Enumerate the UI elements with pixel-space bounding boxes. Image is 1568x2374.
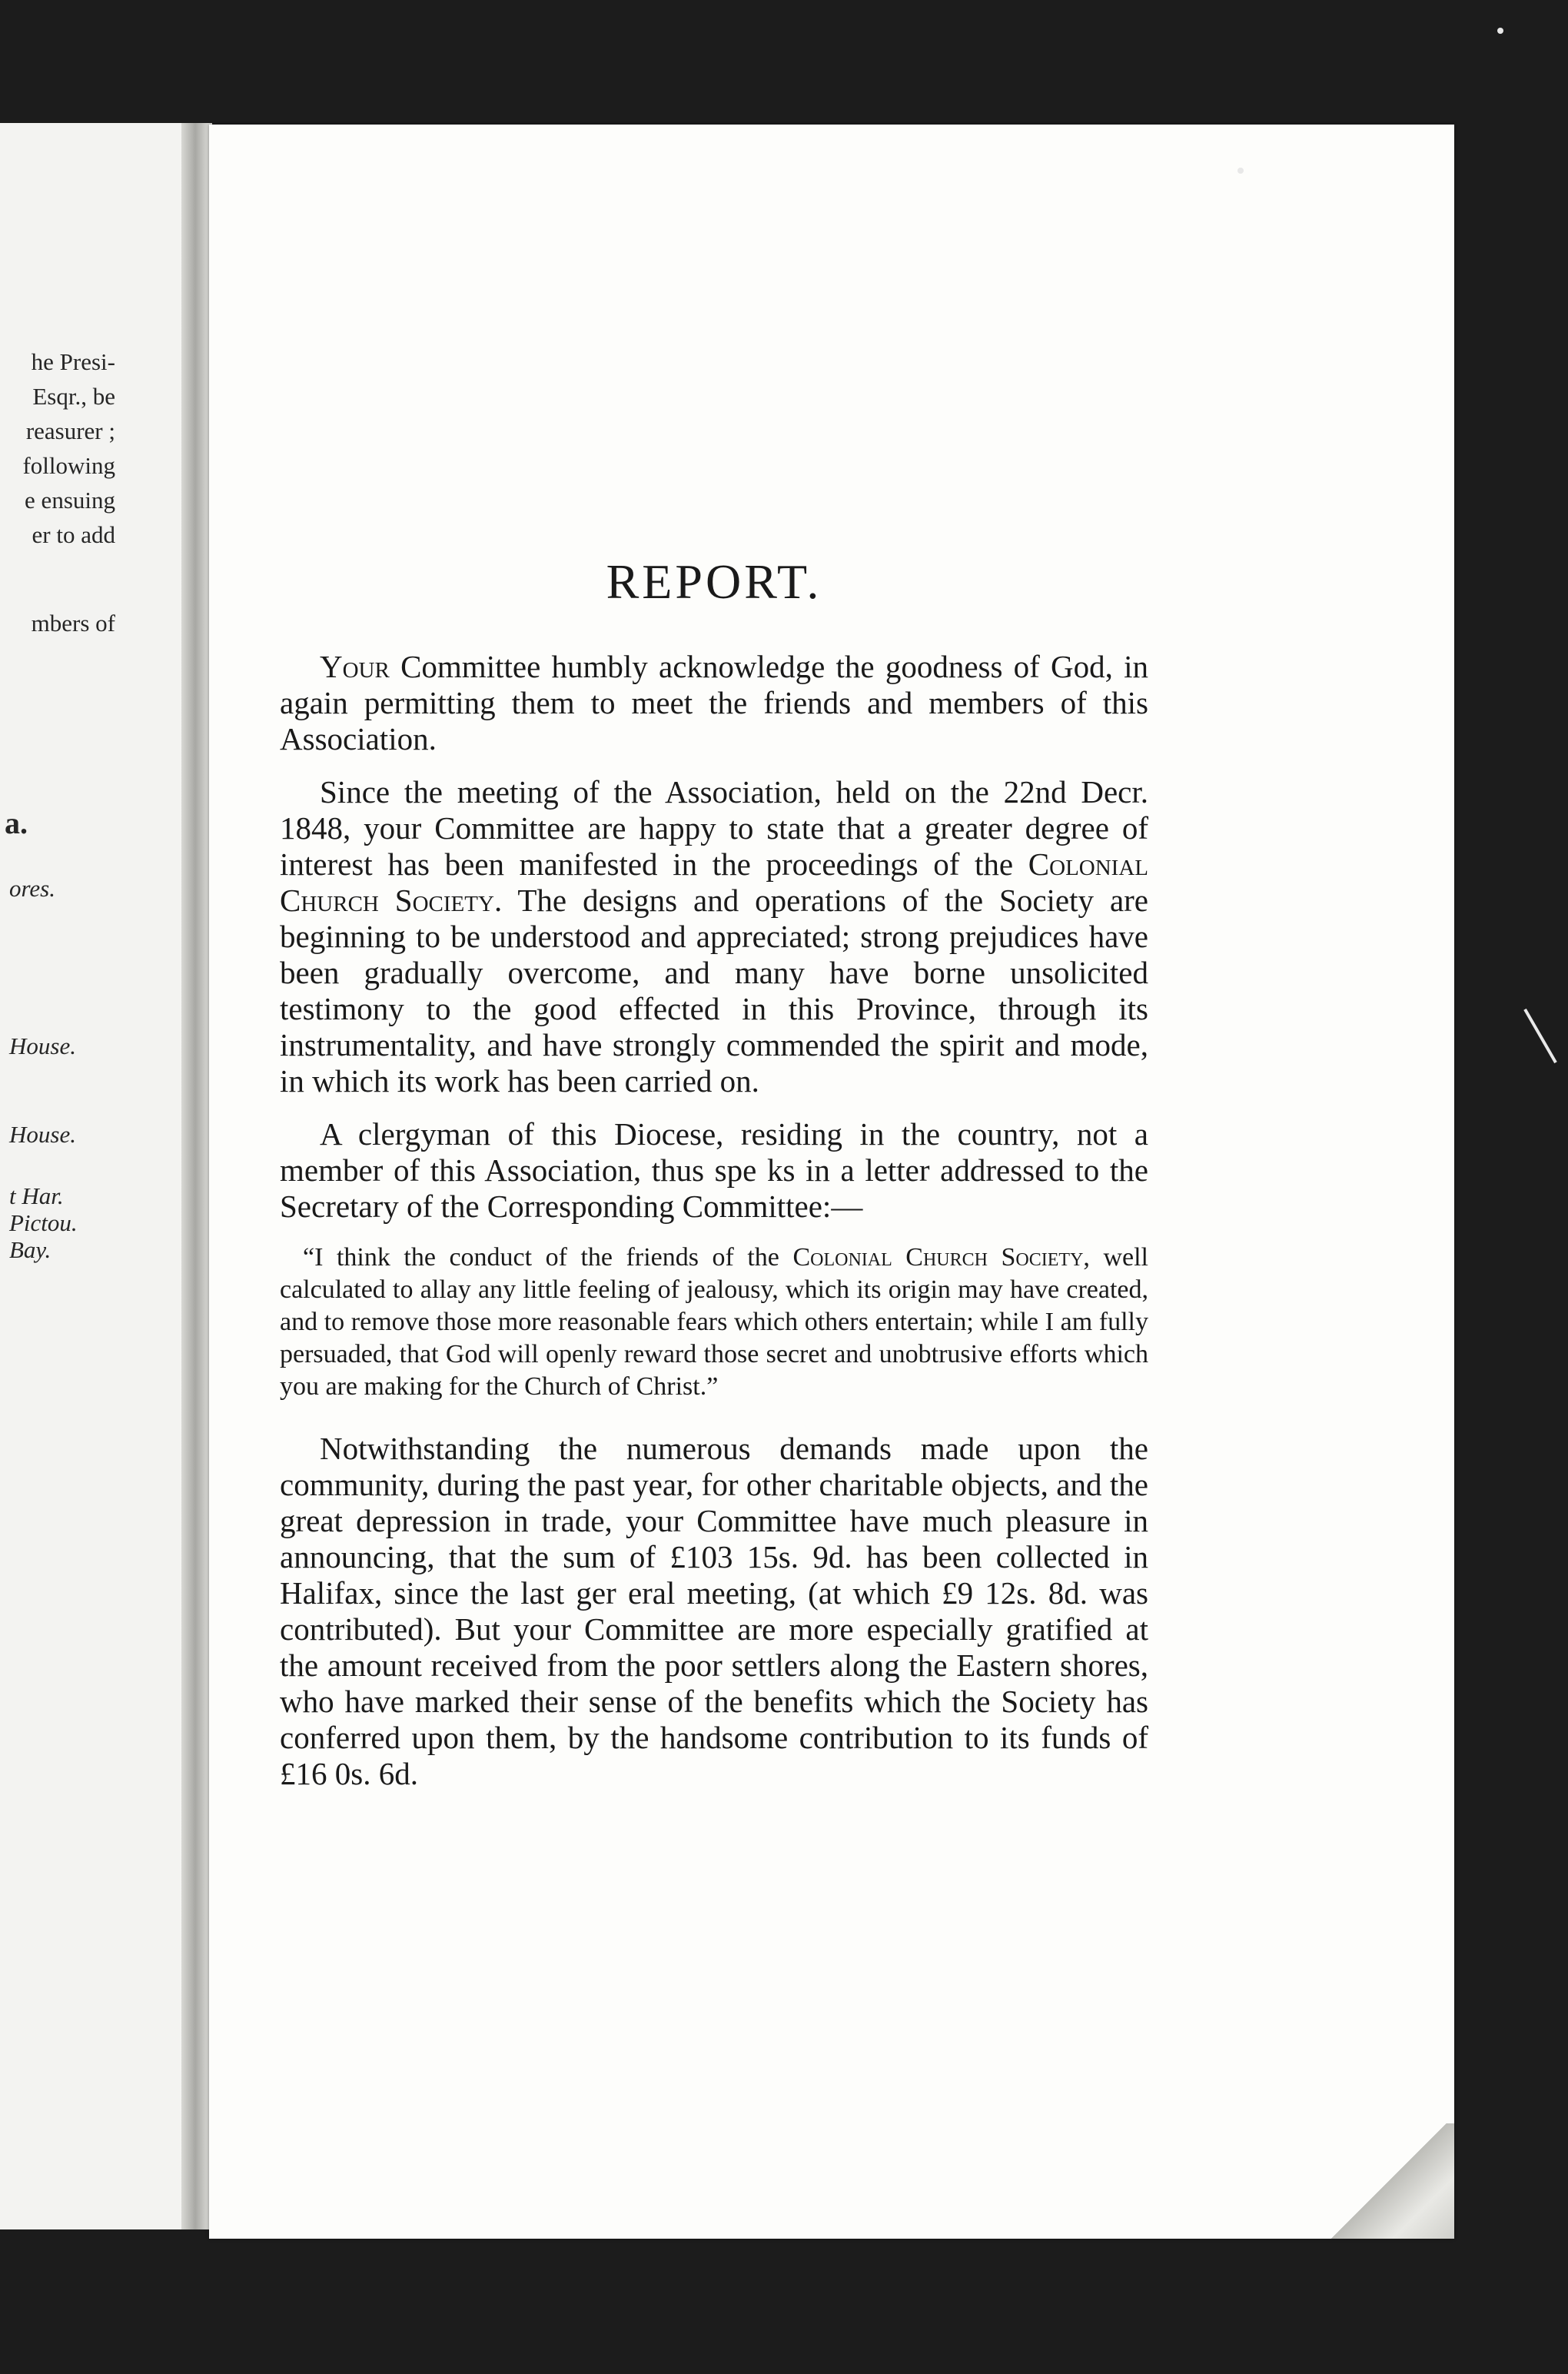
- left-page-fragment: mbers of: [31, 610, 115, 637]
- page-title: REPORT.: [606, 554, 822, 609]
- left-page-fragment: reasurer ;: [25, 417, 115, 444]
- facing-page: [0, 123, 194, 2229]
- paragraph-text: Committee humbly acknowledge the goodness of God, in again permitting them to meet the friends and members of this Association.: [280, 649, 1148, 756]
- paragraph-text: . The designs and operations of the Society are beginning to be understood and appreciated; strong prejudices have been gradually overcome, and many have borne unsolicited testimony to the good effected in this Province, through its instrumentality, and have strongly commended the spirit and mode, in which its work has been carried on.: [280, 883, 1148, 1099]
- left-page-fragment: Pictou.: [9, 1209, 78, 1236]
- left-page-fragment: Bay.: [9, 1236, 51, 1263]
- left-page-fragment: following: [22, 452, 115, 479]
- left-page-fragment: he Presi-: [31, 348, 115, 375]
- left-page-fragment: t Har.: [9, 1182, 64, 1209]
- left-page-fragment: House.: [9, 1121, 76, 1148]
- paragraph-text: Since the meeting of the Association, held on the 22nd Decr. 1848, your Committee are happy to state that a greater degree of interest has been manifested in the proceedings of the: [280, 774, 1148, 882]
- speck: [1237, 168, 1244, 174]
- left-page-fragment: e ensuing: [25, 487, 115, 514]
- left-page-fragment: House.: [9, 1032, 76, 1059]
- paragraph-progress: [280, 774, 1148, 1099]
- left-page-fragment: ores.: [9, 875, 55, 902]
- quote-text: “I think the conduct of the friends of the: [303, 1243, 793, 1272]
- paragraph-acknowledgement: [280, 649, 1148, 757]
- paragraph-lead-word: Your: [320, 649, 390, 684]
- left-page-fragment: er to add: [32, 521, 115, 548]
- society-name: Colonial Church Society: [792, 1243, 1084, 1272]
- speck: [1497, 28, 1503, 34]
- quote-text: , well calculated to allay any little feeling of jealousy, which its origin may have created, and to remove those more reasonable fears which others entertain; while I am fully persuaded, that God will openly reward those secret and unobtrusive efforts which you are making for the Church of Christ.”: [280, 1243, 1148, 1401]
- page-corner-curl: [1324, 2123, 1454, 2239]
- paragraph-contributions: Notwithstanding the numerous demands made upon the community, during the past year, for other charitable objects, and the great depression in trade, your Committee have much pleasure in announcing, that the sum of £103 15s. 9d. has been collected in Halifax, since the last ger eral meeting, (at which £9 12s. 8d. was contributed). But your Committee are more especially gratified at the amount received from the poor settlers along the Eastern shores, who have marked their sense of the benefits which the Society has conferred upon them, by the handsome contribution to its funds of £16 0s. 6d.: [280, 1431, 1148, 1791]
- report-body: [280, 554, 1148, 1809]
- letter-quotation: [280, 1242, 1148, 1403]
- edge-mark: [1523, 997, 1568, 1063]
- book-gutter: [181, 123, 212, 2229]
- left-page-fragment: Esqr., be: [32, 383, 115, 410]
- society-name: Colonial Church Society: [280, 846, 1148, 918]
- left-page-fragment: a.: [5, 806, 28, 840]
- paragraph-clergyman: A clergyman of this Diocese, residing in the country, not a member of this Association, thus spe ks in a letter addressed to the Secretary of the Corresponding Committee:—: [280, 1116, 1148, 1224]
